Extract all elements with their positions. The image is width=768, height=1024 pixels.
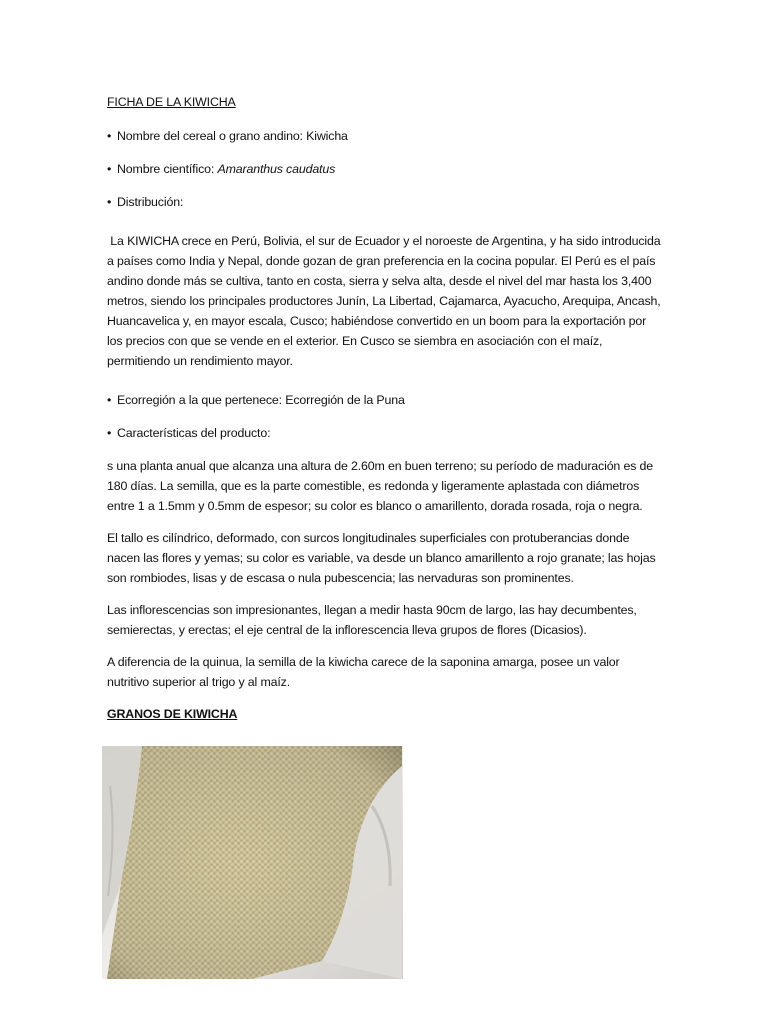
bullet-icon: •: [107, 426, 112, 440]
ecoregion-item: [107, 390, 662, 410]
bullet-icon: •: [107, 129, 112, 143]
kiwicha-grains-photo: [102, 746, 403, 979]
ecoregion-value: Ecorregión de la Puna: [285, 393, 405, 407]
cereal-name-label: Nombre del cereal o grano andino:: [117, 129, 303, 143]
cereal-name-item: [107, 126, 662, 146]
characteristics-paragraph: A diferencia de la quinua, la semilla de la kiwicha carece de la saponina amarga, posee un valor nutritivo superior al trigo y al maíz.: [107, 655, 620, 689]
scientific-name-label: Nombre científico:: [117, 162, 215, 176]
cereal-name-value: Kiwicha: [306, 129, 348, 143]
grains-heading: GRANOS DE KIWICHA: [107, 707, 238, 721]
scientific-name-value: Amaranthus caudatus: [217, 162, 336, 176]
scientific-name-item: [107, 159, 662, 179]
characteristics-paragraph: El tallo es cilíndrico, deformado, con surcos longitudinales superficiales con protuberancias donde nacen las flores y yemas; su color es variable, va desde un blanco amarillento a rojo granate; las hojas son rombiodes, lisas y de escasa o nula pubescencia; las nervaduras son prominentes.: [107, 531, 656, 585]
distribution-label: Distribución:: [117, 195, 184, 209]
characteristics-label: Características del producto:: [117, 426, 271, 440]
characteristics-paragraph: Las inflorescencias son impresionantes, llegan a medir hasta 90cm de largo, las hay decumbentes, semierectas, y erectas; el eje central de la inflorescencia lleva grupos de flores (Dicasios).: [107, 603, 637, 637]
bullet-icon: •: [107, 162, 112, 176]
characteristics-item: [107, 423, 662, 443]
document-title: FICHA DE LA KIWICHA: [107, 95, 236, 109]
distribution-item: [107, 192, 662, 212]
ecoregion-label: Ecorregión a la que pertenece:: [117, 393, 282, 407]
bullet-icon: •: [107, 393, 112, 407]
distribution-paragraph: La KIWICHA crece en Perú, Bolivia, el sur de Ecuador y el noroeste de Argentina, y ha sido introducida a países como India y Nepal, donde gozan de gran preferencia en la cocina popular. El Perú es el país andino donde más se cultiva, tanto en costa, sierra y selva alta, desde el nivel del mar hasta los 3,400 metros, siendo los principales productores Junín, La Libertad, Cajamarca, Ayacucho, Arequipa, Ancash, Huancavelica y, en mayor escala, Cusco; habiéndose convertido en un boom para la exportación por los precios con que se vende en el exterior. En Cusco se siembra en asociación con el maíz, permitiendo un rendimiento mayor.: [107, 234, 664, 368]
bullet-icon: •: [107, 195, 112, 209]
document-body: [107, 92, 662, 724]
characteristics-paragraph: s una planta anual que alcanza una altura de 2.60m en buen terreno; su período de maduración es de 180 días. La semilla, que es la parte comestible, es redonda y ligeramente aplastada con diámetros entre 1 a 1.5mm y 0.5mm de espesor; su color es blanco o amarillento, dorada rosada, roja o negra.: [107, 459, 654, 513]
